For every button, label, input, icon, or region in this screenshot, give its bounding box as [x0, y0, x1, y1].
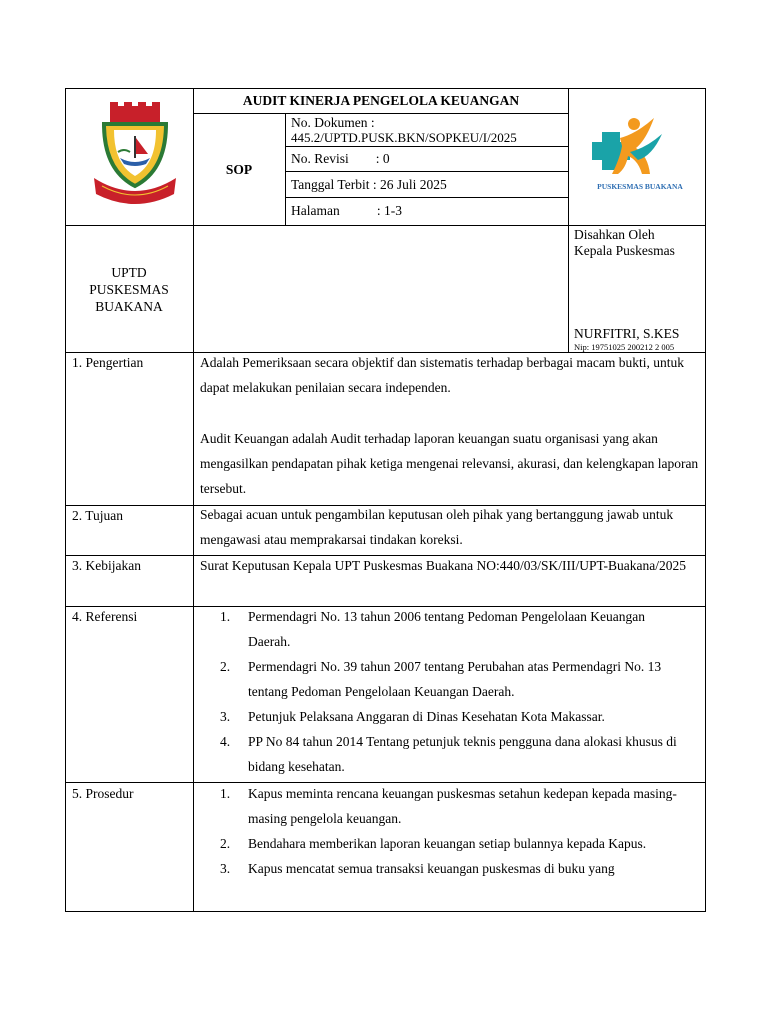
table-border [65, 911, 706, 912]
table-border [65, 88, 66, 912]
section-label-prosedur: 5. Prosedur [72, 786, 134, 801]
puskesmas-logo-text: PUSKESMAS BUAKANA [597, 182, 683, 191]
section-label-referensi: 4. Referensi [72, 609, 138, 624]
table-border [705, 88, 706, 912]
table-border [65, 88, 706, 89]
approver-name: NURFITRI, S.KES [574, 326, 680, 341]
table-border [285, 197, 569, 198]
approval-title: Kepala Puskesmas [574, 243, 675, 258]
document-title: AUDIT KINERJA PENGELOLA KEUANGAN [242, 93, 520, 108]
section-label-pengertian: 1. Pengertian [72, 355, 144, 370]
list-item: 1. Kapus meminta rencana keuangan puskesmas setahun kedepan kepada masing-masing pengelola keuangan. [220, 786, 677, 826]
puskesmas-logo [590, 112, 690, 196]
approval-label: Disahkan Oleh [574, 227, 655, 242]
section-label-kebijakan: 3. Kebijakan [72, 558, 141, 573]
doc-number-value: 445.2/UPTD.PUSK.BKN/SOPKEU/I/2025 [291, 130, 517, 145]
list-item: 4. PP No 84 tahun 2014 Tentang petunjuk teknis pengguna dana alokasi khusus di bidang kesehatan. [220, 734, 677, 774]
unit-name-line3: BUAKANA [95, 299, 163, 314]
unit-name-line1: UPTD [111, 265, 147, 280]
page-count: Halaman : 1-3 [291, 203, 402, 218]
table-border [285, 171, 569, 172]
table-border [285, 113, 286, 225]
table-border [568, 88, 569, 352]
sop-label: SOP [225, 162, 253, 177]
list-item: 2. Permendagri No. 39 tahun 2007 tentang Perubahan atas Permendagri No. 13 tentang Pedoman Pengelolaan Keuangan Daerah. [220, 659, 662, 699]
pengertian-paragraph-1: Adalah Pemeriksaan secara objektif dan sistematis terhadap berbagai macam bukti, untuk dapat melakukan penilaian secara independen. [200, 355, 684, 395]
list-item: 3. Kapus mencatat semua transaksi keuangan puskesmas di buku yang [220, 861, 615, 876]
issue-date: Tanggal Terbit : 26 Juli 2025 [291, 177, 447, 192]
approver-nip: Nip: 19751025 200212 2 005 [574, 342, 675, 352]
tujuan-text: Sebagai acuan untuk pengambilan keputusan oleh pihak yang bertanggung jawab untuk mengawasi atau memprakarsai tindakan koreksi. [200, 507, 674, 547]
city-seal-logo [90, 100, 180, 210]
referensi-list [195, 604, 686, 779]
table-border [193, 88, 194, 912]
section-label-tujuan: 2. Tujuan [72, 508, 124, 523]
prosedur-list [195, 781, 686, 911]
table-border [285, 146, 569, 147]
unit-name-line2: PUSKESMAS [89, 282, 169, 297]
revision-number: No. Revisi : 0 [291, 151, 390, 166]
doc-number-label: No. Dokumen : [291, 115, 375, 130]
list-item: 1. Permendagri No. 13 tahun 2006 tentang Pedoman Pengelolaan Keuangan Daerah. [220, 609, 646, 649]
pengertian-paragraph-2: Audit Keuangan adalah Audit terhadap laporan keuangan suatu organisasi yang akan mengasilkan pendapatan pihak ketiga mengenai relevansi, akurasi, dan kelengkapan laporan tersebut. [200, 431, 699, 496]
table-border [193, 113, 569, 114]
list-item: 2. Bendahara memberikan laporan keuangan setiap bulannya kepada Kapus. [220, 836, 647, 851]
list-item: 3. Petunjuk Pelaksana Anggaran di Dinas Kesehatan Kota Makassar. [220, 709, 605, 724]
kebijakan-text: Surat Keputusan Kepala UPT Puskesmas Buakana NO:440/03/SK/III/UPT-Buakana/2025 [200, 558, 686, 573]
table-border [65, 225, 706, 226]
